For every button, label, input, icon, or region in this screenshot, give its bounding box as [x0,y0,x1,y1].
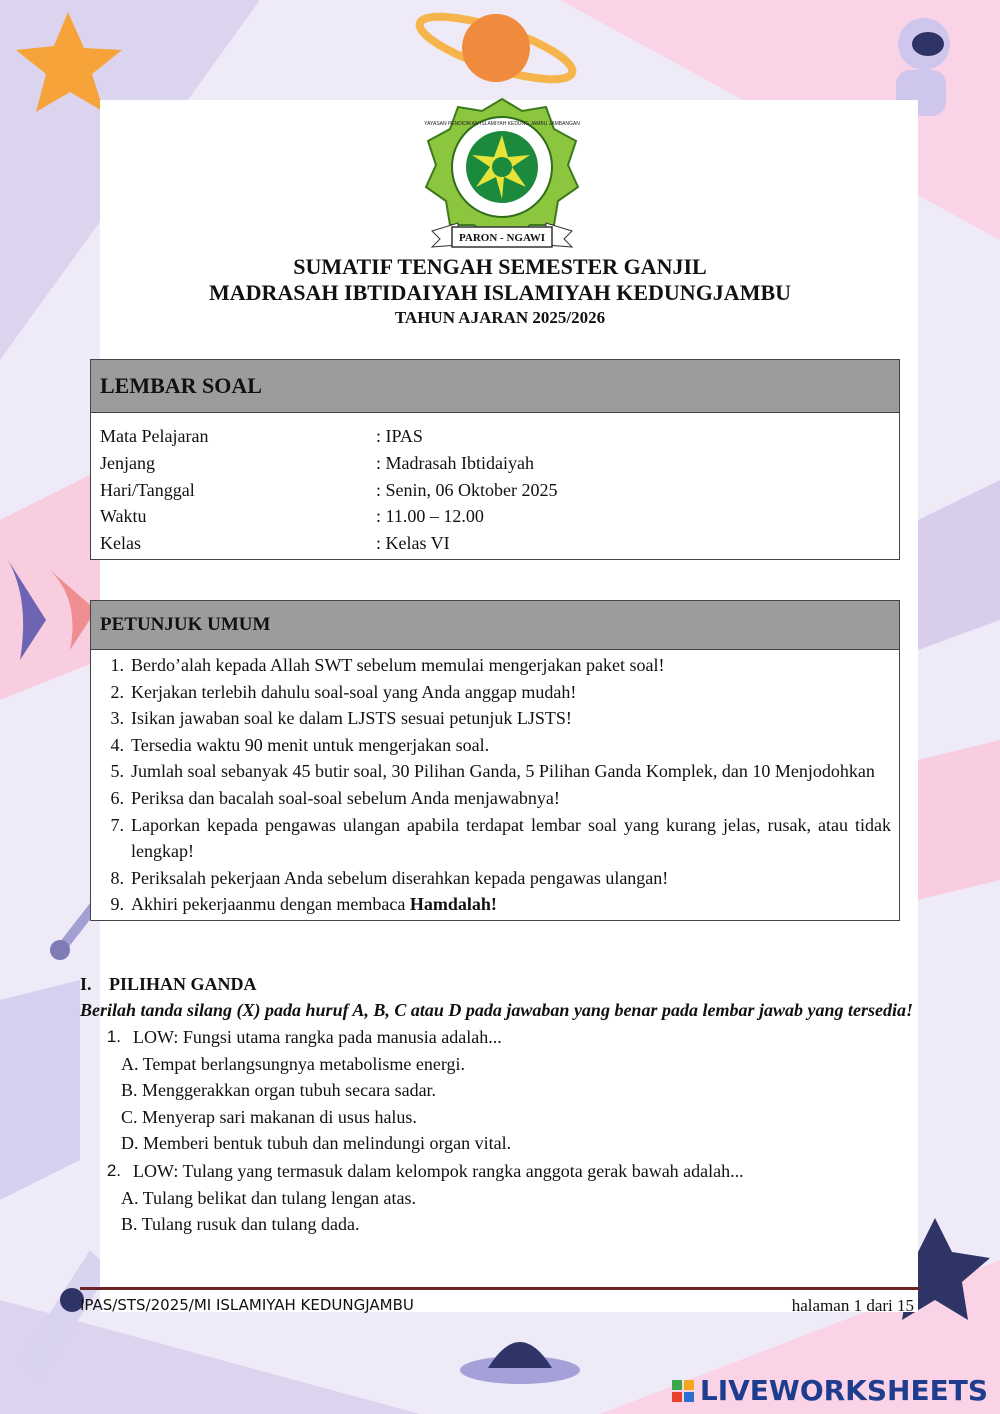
petunjuk-heading: PETUNJUK UMUM [91,601,899,650]
logo-square [684,1392,694,1402]
liveworksheets-wordmark: LIVEWORKSHEETS [699,1374,988,1407]
item-text-plain: Akhiri pekerjaanmu dengan membaca [131,894,410,915]
section-title [80,971,920,997]
info-value: : Madrasah Ibtidaiyah [376,452,534,473]
section-title-text: PILIHAN GANDA [109,974,257,994]
item-number: 5. [110,761,124,782]
section-pilihan-ganda [80,971,920,1238]
item-text: Periksalah pekerjaan Anda sebelum diserahkan kepada pengawas ulangan! [131,867,669,888]
info-row [100,530,890,557]
info-label: Mata Pelajaran [100,426,209,446]
info-value: : Kelas VI [376,533,450,554]
question-number: 2. [106,1160,121,1180]
liveworksheets-logo-icon [672,1380,694,1402]
answer-option[interactable]: B. Menggerakkan organ tubuh secara sadar. [121,1080,437,1101]
school-logo [418,95,586,253]
section-number: I. [80,974,92,994]
list-item [91,732,891,759]
info-label: Kelas [100,533,141,554]
footer-page-number: halaman 1 dari 15 [791,1296,914,1315]
petunjuk-umum-box [90,600,900,921]
title-line-2: MADRASAH IBTIDAIYAH ISLAMIYAH KEDUNGJAMBU [208,280,792,305]
list-item [91,652,891,679]
logo-banner-text: PARON - NGAWI [459,232,545,244]
document-title [100,254,900,330]
liveworksheets-brand[interactable] [672,1374,988,1407]
lembar-soal-heading: LEMBAR SOAL [91,360,899,413]
item-text: Jumlah soal sebanyak 45 butir soal, 30 Pilihan Ganda, 5 Pilihan Ganda Komplek, dan 10 Menjodohkan [131,761,875,782]
item-text: Tersedia waktu 90 menit untuk mengerjakan soal. [131,734,490,755]
instructions-list [91,650,899,920]
info-label: Hari/Tanggal [100,479,195,500]
question-text: LOW: Fungsi utama rangka pada manusia adalah... [133,1027,502,1047]
title-line-1: SUMATIF TENGAH SEMESTER GANJIL [293,254,707,279]
item-text [124,891,891,918]
list-item [91,679,891,706]
item-number: 1. [110,655,124,675]
info-value: : 11.00 – 12.00 [376,506,484,527]
section-instruction: Berilah tanda silang (X) pada huruf A, B, C atau D pada jawaban yang benar pada lembar jawab yang tersedia! [80,1000,913,1020]
list-item [91,758,891,785]
answer-option[interactable]: C. Menyerap sari makanan di usus halus. [121,1106,417,1127]
info-value: : IPAS [376,426,423,446]
list-item [91,865,891,892]
answer-option[interactable]: A. Tulang belikat dan tulang lengan atas. [121,1187,416,1208]
item-number: 2. [110,681,124,702]
question-1 [80,1024,920,1157]
footer-divider [80,1287,920,1290]
question-2 [80,1158,920,1238]
item-number: 9. [110,894,124,915]
title-line-3: TAHUN AJARAN 2025/2026 [394,308,606,327]
logo-square [672,1392,682,1402]
item-number: 7. [110,814,124,835]
footer-document-code: IPAS/STS/2025/MI ISLAMIYAH KEDUNGJAMBU [80,1296,414,1314]
list-item [91,785,891,812]
lembar-soal-box [90,359,900,560]
info-label: Waktu [100,506,147,527]
item-text: Periksa dan bacalah soal-soal sebelum Anda menjawabnya! [131,787,560,808]
logo-square [684,1380,694,1390]
answer-option[interactable]: B. Tulang rusuk dan tulang dada. [121,1214,360,1235]
list-item [91,705,891,732]
question-text: LOW: Tulang yang termasuk dalam kelompok rangka anggota gerak bawah adalah... [133,1160,744,1181]
info-row [100,477,890,504]
item-text: Laporkan kepada pengawas ulangan apabila terdapat lembar soal yang kurang jelas, rusak, atau tidak lengkap! [131,814,891,862]
logo-ring-text: YAYASAN PENDIDIKAN ISLAMIYAH KEDUNG JAMBU JAMBANGAN [424,121,580,127]
logo-square [672,1380,682,1390]
item-number: 6. [110,787,124,808]
question-number: 1. [106,1027,121,1046]
exam-info-table [91,413,899,559]
item-number: 4. [110,734,124,755]
item-text-bold: Hamdalah! [409,894,497,915]
list-item [91,891,891,918]
item-text: Berdo’alah kepada Allah SWT sebelum memulai mengerjakan paket soal! [131,655,665,675]
item-text: Isikan jawaban soal ke dalam LJSTS sesuai petunjuk LJSTS! [131,708,572,729]
info-value: : Senin, 06 Oktober 2025 [376,479,558,500]
info-row [100,503,890,530]
answer-option[interactable]: A. Tempat berlangsungnya metabolisme energi. [121,1053,465,1074]
info-label: Jenjang [100,452,155,473]
item-text: Kerjakan terlebih dahulu soal-soal yang Anda anggap mudah! [131,681,577,702]
item-number: 8. [110,867,124,888]
list-item [91,812,891,865]
item-number: 3. [110,708,124,729]
answer-option[interactable]: D. Memberi bentuk tubuh dan melindungi organ vital. [121,1133,512,1154]
info-row [100,423,890,450]
info-row [100,450,890,477]
